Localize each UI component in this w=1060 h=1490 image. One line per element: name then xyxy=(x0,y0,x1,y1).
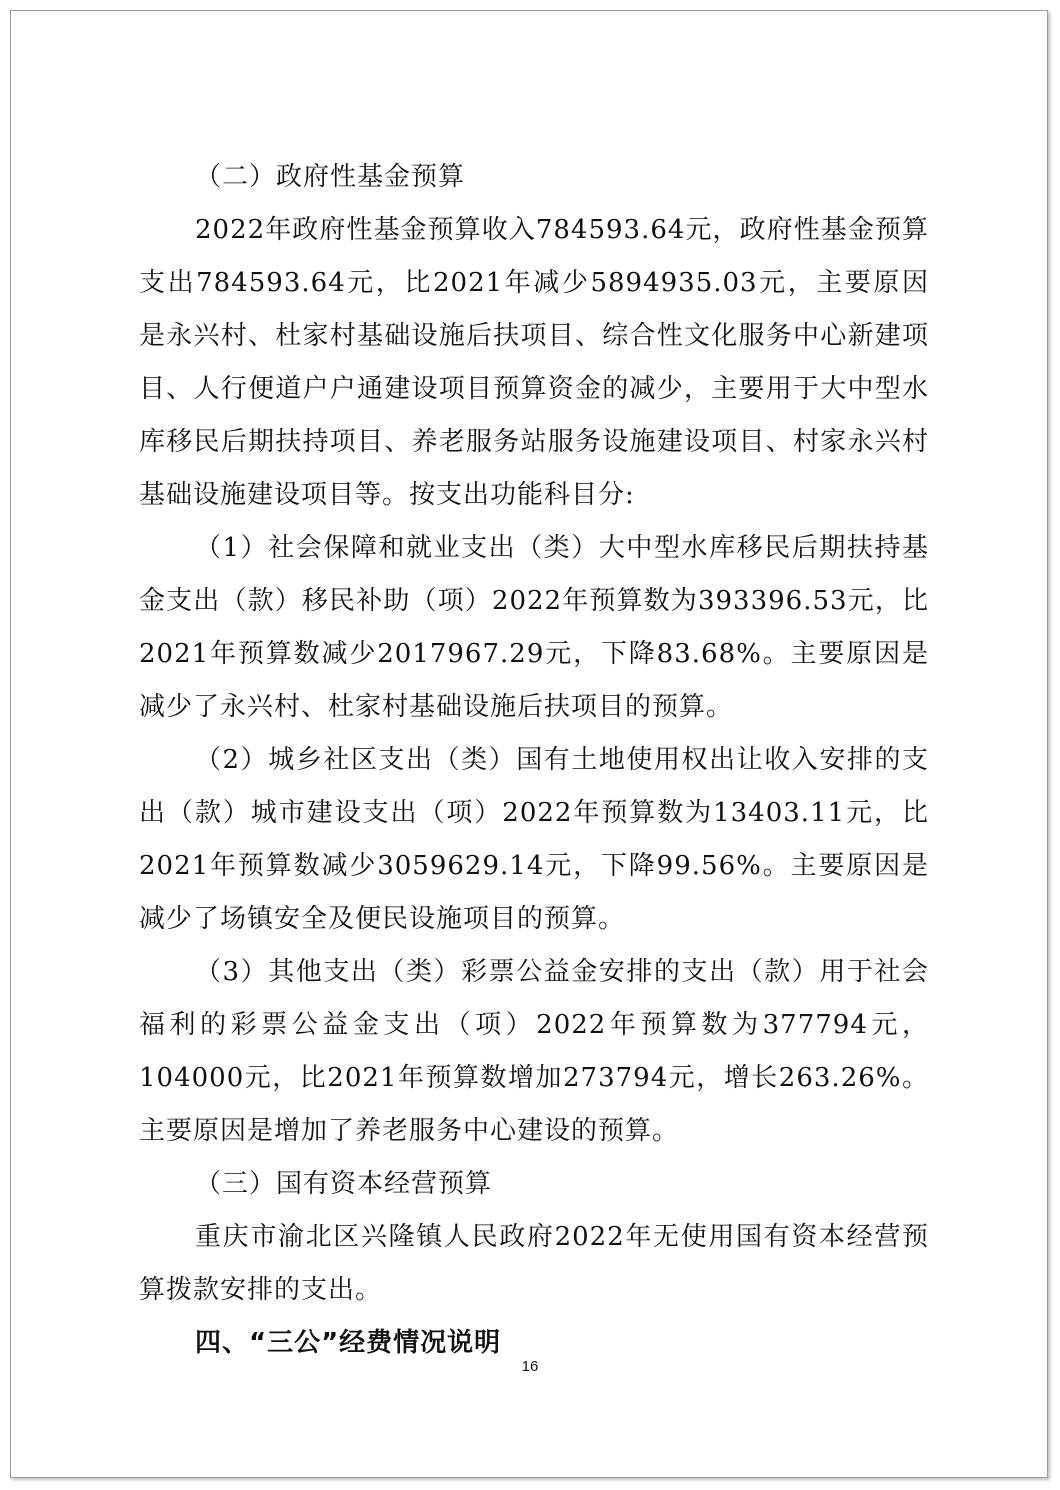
document-body xyxy=(139,151,929,1370)
chapter-heading: 四、“三公”经费情况说明 xyxy=(195,1328,502,1358)
paragraph: 2022年政府性基金预算收入784593.64元，政府性基金预算支出784593.64元，比2021年减少5894935.03元，主要原因是永兴村、杜家村基础设施后扶项目、综合性文化服务中心新建项目、人行便道户户通建设项目预算资金的减少，主要用于大中型水库移民后期扶持项目、养老服务站服务设施建设项目、村家永兴村基础设施建设项目等。按支出功能科目分: xyxy=(139,215,929,510)
paragraph: 重庆市渝北区兴隆镇人民政府2022年无使用国有资本经营预算拨款安排的支出。 xyxy=(139,1222,929,1305)
page-number: 16 xyxy=(521,1358,539,1375)
list-item: （1）社会保障和就业支出（类）大中型水库移民后期扶持基金支出（款）移民补助（项）2022年预算数为393396.53元，比2021年预算数减少2017967.29元，下降83.68%。主要原因是减少了永兴村、杜家村基础设施后扶项目的预算。 xyxy=(139,533,929,722)
section-heading: （三）国有资本经营预算 xyxy=(195,1169,493,1199)
list-item: （3）其他支出（类）彩票公益金安排的支出（款）用于社会福利的彩票公益金支出（项）2022年预算数为377794元，104000元，比2021年预算数增加273794元，增长263.26%。主要原因是增加了养老服务中心建设的预算。 xyxy=(139,957,929,1146)
section-heading: （二）政府性基金预算 xyxy=(195,162,466,192)
list-item: （2）城乡社区支出（类）国有土地使用权出让收入安排的支出（款）城市建设支出（项）2022年预算数为13403.11元，比2021年预算数减少3059629.14元，下降99.56%。主要原因是减少了场镇安全及便民设施项目的预算。 xyxy=(139,745,929,934)
document-page xyxy=(10,10,1048,1478)
